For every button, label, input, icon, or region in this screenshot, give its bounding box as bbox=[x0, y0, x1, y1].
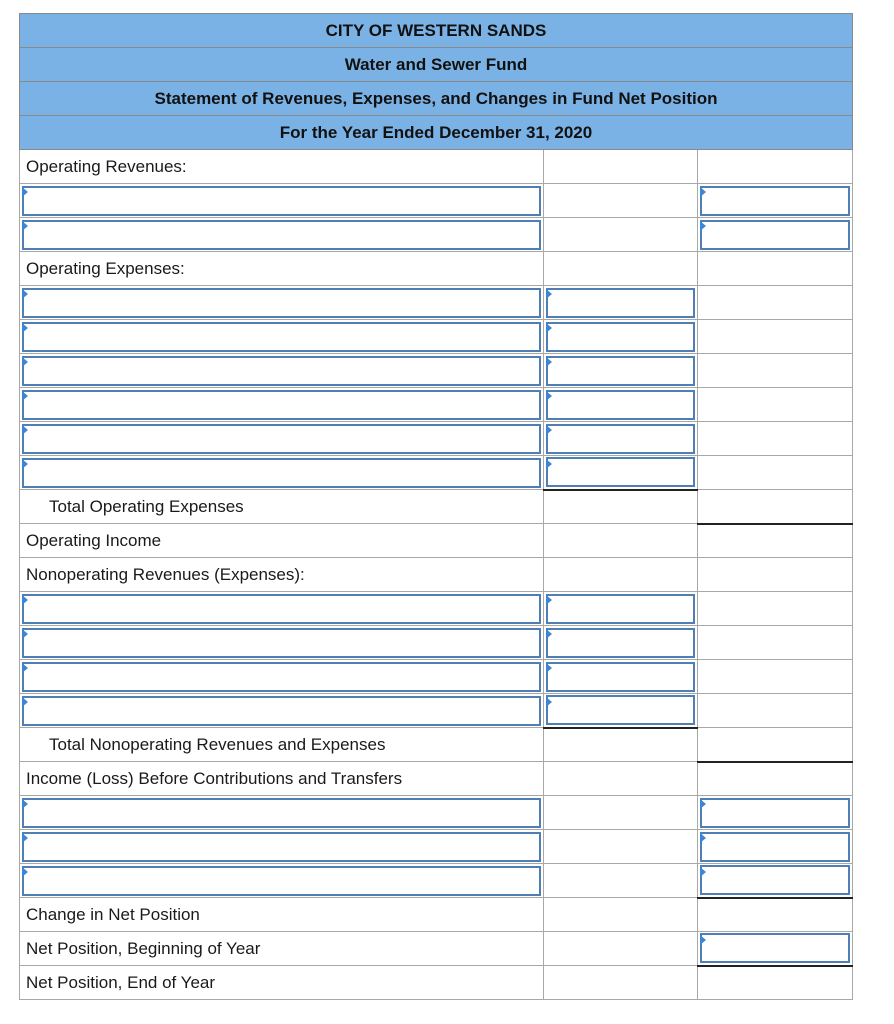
nonoperating-label: Nonoperating Revenues (Expenses): bbox=[20, 558, 544, 592]
empty-cell bbox=[698, 626, 853, 660]
operating-expense-5-cell bbox=[20, 422, 544, 456]
operating-expense-1-amount-input[interactable] bbox=[546, 288, 695, 318]
nonoperating-2-amount-cell bbox=[544, 626, 698, 660]
nonoperating-2-cell bbox=[20, 626, 544, 660]
operating-expense-1-amount-cell bbox=[544, 286, 698, 320]
empty-cell bbox=[698, 592, 853, 626]
contribution-3-amount-cell bbox=[698, 864, 853, 898]
empty-cell bbox=[544, 490, 698, 524]
empty-cell bbox=[544, 252, 698, 286]
fund-title: Water and Sewer Fund bbox=[20, 48, 853, 82]
contribution-2-amount-cell bbox=[698, 830, 853, 864]
nonoperating-1-cell bbox=[20, 592, 544, 626]
operating-revenue-2-total-cell bbox=[698, 218, 853, 252]
net-position-beginning-label: Net Position, Beginning of Year bbox=[20, 932, 544, 966]
nonoperating-2-amount-input[interactable] bbox=[546, 628, 695, 658]
total-operating-expenses-cell bbox=[698, 490, 853, 524]
operating-expense-4-amount-cell bbox=[544, 388, 698, 422]
change-in-net-position-cell bbox=[698, 898, 853, 932]
empty-cell bbox=[698, 354, 853, 388]
operating-expense-5-account-input[interactable] bbox=[22, 424, 541, 454]
empty-cell bbox=[698, 150, 853, 184]
empty-cell bbox=[544, 966, 698, 1000]
empty-cell bbox=[698, 660, 853, 694]
contribution-1-amount-input[interactable] bbox=[700, 798, 850, 828]
nonoperating-3-amount-input[interactable] bbox=[546, 662, 695, 692]
operating-expense-1-account-input[interactable] bbox=[22, 288, 541, 318]
empty-cell bbox=[544, 558, 698, 592]
nonoperating-4-amount-cell bbox=[544, 694, 698, 728]
operating-expense-2-account-input[interactable] bbox=[22, 322, 541, 352]
nonoperating-4-amount-input[interactable] bbox=[546, 695, 695, 725]
contribution-2-cell bbox=[20, 830, 544, 864]
operating-revenue-1-account-input[interactable] bbox=[22, 186, 541, 216]
contribution-1-cell bbox=[20, 796, 544, 830]
contribution-2-amount-input[interactable] bbox=[700, 832, 850, 862]
statement-title: Statement of Revenues, Expenses, and Changes in Fund Net Position bbox=[20, 82, 853, 116]
empty-cell bbox=[698, 558, 853, 592]
operating-revenue-2-cell bbox=[20, 218, 544, 252]
empty-cell bbox=[544, 524, 698, 558]
total-operating-expenses-label: Total Operating Expenses bbox=[20, 490, 544, 524]
empty-cell bbox=[698, 694, 853, 728]
operating-revenue-2-account-input[interactable] bbox=[22, 220, 541, 250]
operating-expense-4-account-input[interactable] bbox=[22, 390, 541, 420]
empty-cell bbox=[544, 184, 698, 218]
total-nonoperating-cell bbox=[698, 728, 853, 762]
empty-cell bbox=[544, 830, 698, 864]
entity-title: CITY OF WESTERN SANDS bbox=[20, 14, 853, 48]
contribution-1-amount-cell bbox=[698, 796, 853, 830]
total-nonoperating-label: Total Nonoperating Revenues and Expenses bbox=[20, 728, 544, 762]
operating-revenue-1-cell bbox=[20, 184, 544, 218]
empty-cell bbox=[698, 388, 853, 422]
operating-expense-2-cell bbox=[20, 320, 544, 354]
operating-expenses-label: Operating Expenses: bbox=[20, 252, 544, 286]
operating-income-label: Operating Income bbox=[20, 524, 544, 558]
operating-revenue-1-total-cell bbox=[698, 184, 853, 218]
operating-expense-5-amount-cell bbox=[544, 422, 698, 456]
empty-cell bbox=[698, 286, 853, 320]
operating-revenues-label: Operating Revenues: bbox=[20, 150, 544, 184]
operating-expense-3-account-input[interactable] bbox=[22, 356, 541, 386]
operating-expense-2-amount-input[interactable] bbox=[546, 322, 695, 352]
empty-cell bbox=[544, 932, 698, 966]
operating-expense-1-cell bbox=[20, 286, 544, 320]
operating-expense-3-amount-cell bbox=[544, 354, 698, 388]
fund-statement-worksheet bbox=[19, 13, 853, 1000]
operating-expense-4-cell bbox=[20, 388, 544, 422]
change-in-net-position-label: Change in Net Position bbox=[20, 898, 544, 932]
nonoperating-1-account-input[interactable] bbox=[22, 594, 541, 624]
operating-revenue-1-total-input[interactable] bbox=[700, 186, 850, 216]
empty-cell bbox=[544, 864, 698, 898]
nonoperating-3-account-input[interactable] bbox=[22, 662, 541, 692]
page-bottom-edge bbox=[0, 1008, 894, 1024]
operating-expense-6-amount-cell bbox=[544, 456, 698, 490]
operating-income-cell bbox=[698, 524, 853, 558]
contribution-3-amount-input[interactable] bbox=[700, 865, 850, 895]
nonoperating-1-amount-input[interactable] bbox=[546, 594, 695, 624]
net-position-beginning-input[interactable] bbox=[700, 933, 850, 963]
nonoperating-2-account-input[interactable] bbox=[22, 628, 541, 658]
empty-cell bbox=[698, 456, 853, 490]
income-before-contributions-label: Income (Loss) Before Contributions and Transfers bbox=[20, 762, 544, 796]
net-position-beginning-cell bbox=[698, 932, 853, 966]
empty-cell bbox=[544, 898, 698, 932]
empty-cell bbox=[544, 728, 698, 762]
operating-expense-6-account-input[interactable] bbox=[22, 458, 541, 488]
period-title: For the Year Ended December 31, 2020 bbox=[20, 116, 853, 150]
empty-cell bbox=[698, 422, 853, 456]
operating-expense-4-amount-input[interactable] bbox=[546, 390, 695, 420]
contribution-3-account-input[interactable] bbox=[22, 866, 541, 896]
empty-cell bbox=[544, 796, 698, 830]
empty-cell bbox=[544, 218, 698, 252]
operating-expense-5-amount-input[interactable] bbox=[546, 424, 695, 454]
nonoperating-3-cell bbox=[20, 660, 544, 694]
contribution-2-account-input[interactable] bbox=[22, 832, 541, 862]
net-position-end-label: Net Position, End of Year bbox=[20, 966, 544, 1000]
operating-expense-2-amount-cell bbox=[544, 320, 698, 354]
empty-cell bbox=[544, 150, 698, 184]
empty-cell bbox=[698, 320, 853, 354]
operating-expense-6-amount-input[interactable] bbox=[546, 457, 695, 487]
operating-expense-3-cell bbox=[20, 354, 544, 388]
nonoperating-1-amount-cell bbox=[544, 592, 698, 626]
nonoperating-4-account-input[interactable] bbox=[22, 696, 541, 726]
operating-expense-6-cell bbox=[20, 456, 544, 490]
operating-expense-3-amount-input[interactable] bbox=[546, 356, 695, 386]
nonoperating-4-cell bbox=[20, 694, 544, 728]
contribution-3-cell bbox=[20, 864, 544, 898]
net-position-end-cell bbox=[698, 966, 853, 1000]
contribution-1-account-input[interactable] bbox=[22, 798, 541, 828]
nonoperating-3-amount-cell bbox=[544, 660, 698, 694]
income-before-contributions-cell bbox=[698, 762, 853, 796]
empty-cell bbox=[544, 762, 698, 796]
operating-revenue-2-total-input[interactable] bbox=[700, 220, 850, 250]
empty-cell bbox=[698, 252, 853, 286]
